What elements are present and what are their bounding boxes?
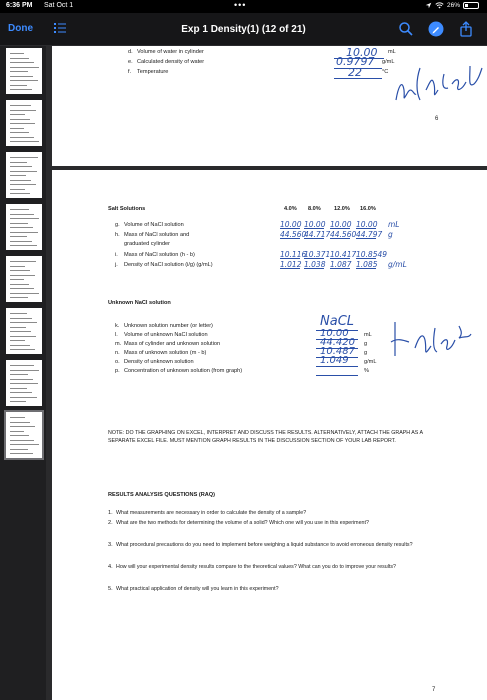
thumbnail-line (10, 440, 34, 441)
thumbnail-line (10, 275, 35, 276)
handwritten-value: 1.038 (304, 260, 326, 269)
thumbnail-line (10, 141, 39, 142)
thumbnail-line (10, 340, 25, 341)
thumbnail-line (10, 214, 34, 215)
page-6 (52, 46, 487, 166)
question-number: 5. (108, 586, 113, 592)
thumbnail-line (10, 449, 28, 450)
page-number: 7 (432, 687, 436, 693)
thumbnail-line (10, 175, 26, 176)
row-letter: f. (128, 69, 132, 75)
row-letter: l. (115, 332, 118, 338)
handwritten-value: 22 (348, 66, 362, 79)
row-unit: °C (382, 69, 389, 75)
row-letter: k. (115, 323, 120, 329)
salt-solutions-heading: Salt Solutions (108, 206, 146, 212)
underline (304, 258, 324, 259)
question-text: What are the two methods for determining the volume of a solid? Which one will you use in this experiment? (116, 520, 369, 526)
thumbnail-line (10, 279, 24, 280)
wifi-icon (435, 2, 444, 9)
thumbnail-line (10, 379, 33, 380)
handwritten-value: 10.00 (304, 220, 326, 229)
page-thumbnail[interactable] (6, 360, 42, 406)
thumbnail-line (10, 189, 25, 190)
underline (316, 375, 358, 376)
thumbnail-line (10, 261, 36, 262)
row-label-cont: graduated cylinder (124, 241, 171, 247)
concentration-header: 8.0% (308, 206, 321, 212)
row-label: Density of NaCl solution (i/g) (g/mL) (124, 262, 213, 268)
underline (356, 238, 376, 239)
handwritten-value: 1.087 (330, 260, 352, 269)
thumbnail-line (10, 236, 27, 237)
underline (316, 366, 358, 367)
search-icon[interactable] (398, 21, 414, 37)
question-number: 2. (108, 520, 113, 526)
thumbnail-line (10, 227, 33, 228)
concentration-header: 12.0% (334, 206, 350, 212)
thumbnail-line (10, 110, 36, 111)
handwritten-value: 44.560 (330, 230, 357, 239)
row-label: Volume of water in cylinder (137, 49, 204, 55)
pdf-toolbar (0, 13, 487, 46)
thumbnail-line (10, 388, 27, 389)
row-letter: g. (115, 222, 120, 228)
document-title: Exp 1 Density(1) (12 of 21) (181, 24, 306, 35)
handwritten-scribble (392, 60, 484, 106)
document-view[interactable] (46, 46, 487, 700)
row-unit: mL (364, 332, 372, 338)
row-label: Volume of unknown NaCl solution (124, 332, 208, 338)
question-number: 3. (108, 542, 113, 548)
handwritten-value: 44.560 (280, 230, 307, 239)
handwritten-unit: g/mL (388, 260, 407, 269)
status-bar (0, 0, 487, 13)
row-unit: g/mL (382, 59, 395, 65)
thumbnail-line (10, 383, 38, 384)
thumbnail-line (10, 209, 29, 210)
row-label: Mass of unknown solution (m - b) (124, 350, 207, 356)
underline (280, 258, 300, 259)
thumbnail-line (10, 453, 33, 454)
page-thumbnail[interactable] (6, 204, 42, 250)
status-right (425, 2, 479, 9)
underline (304, 268, 324, 269)
thumbnail-line (10, 166, 32, 167)
underline (304, 238, 324, 239)
status-time: 6:36 PM (6, 2, 33, 9)
thumbnail-line (10, 245, 37, 246)
thumbnail-line (10, 53, 24, 54)
page-7 (52, 170, 487, 700)
status-date: Sat Oct 1 (44, 2, 74, 9)
page-thumbnail[interactable] (6, 100, 42, 146)
thumbnail-line (10, 58, 29, 59)
question-text: What procedural precautions do you need to implement before weighing a liquid substance to avoid erroneous density results? (116, 542, 413, 548)
handwritten-value: 10.00 (346, 46, 378, 59)
graphing-note: NOTE: DO THE GRAPHING ON EXCEL, INTERPRET AND DISCUSS THE RESULTS. ALTERNATIVELY, ATTACH THE GRAPH AS A SEPARATE EXCEL FILE. MUST MENTION GRAPH RESULTS IN THE DISCUSSION SECTION OF YOUR LAB REPORT. (108, 430, 423, 444)
handwritten-value: 10.417 (330, 250, 357, 259)
question-text: How will your experimental density results compare to the theoretical values? What can you do to improve your results? (116, 564, 396, 570)
thumbnail-line (10, 80, 38, 81)
handwritten-value: 10.8549 (356, 250, 388, 259)
row-unit: % (364, 368, 369, 374)
handwritten-value: 1.085 (356, 260, 378, 269)
handwritten-value: 10.116 (280, 250, 307, 259)
thumbnail-line (10, 193, 30, 194)
thumbnail-line (10, 132, 29, 133)
underline (280, 238, 300, 239)
thumbnail-line (10, 67, 39, 68)
handwritten-unit: g (388, 230, 393, 239)
underline (330, 258, 350, 259)
question-text: What practical application of density will you learn in this experiment? (116, 586, 279, 592)
question-number: 1. (108, 510, 113, 516)
thumbnail-line (10, 123, 35, 124)
thumbnail-line (10, 76, 33, 77)
row-letter: n. (115, 350, 120, 356)
row-label: Volume of NaCl solution (124, 222, 184, 228)
thumbnail-line (10, 370, 39, 371)
handwritten-value: 10.00 (356, 220, 378, 229)
thumbnail-line (10, 128, 24, 129)
thumbnail-line (10, 293, 39, 294)
thumbnail-line (10, 392, 32, 393)
thumbnail-line (10, 223, 28, 224)
thumbnail-line (10, 435, 29, 436)
thumbnail-line (10, 85, 27, 86)
page-thumbnail[interactable] (6, 412, 42, 458)
thumbnail-line (10, 162, 27, 163)
thumbnail-line (10, 180, 31, 181)
thumbnail-line (10, 119, 30, 120)
row-unit: g (364, 341, 368, 347)
thumbnail-sidebar (0, 46, 46, 700)
row-label: Temperature (137, 69, 169, 75)
row-letter: i. (115, 252, 118, 258)
multitasking-dots[interactable]: ••• (234, 0, 247, 10)
raq-heading: RESULTS ANALYSIS QUESTIONS (RAQ) (108, 492, 216, 498)
thumbnail-line (10, 431, 24, 432)
thumbnail-line (10, 297, 28, 298)
row-unit: g (364, 350, 368, 356)
unknown-heading: Unknown NaCl solution (108, 300, 171, 306)
underline (304, 228, 324, 229)
page-thumbnail[interactable] (6, 152, 42, 198)
thumbnail-line (10, 171, 37, 172)
thumbnail-line (10, 137, 34, 138)
thumbnail-line (10, 284, 29, 285)
handwritten-value: 1.049 (320, 355, 349, 366)
thumbnail-line (10, 397, 37, 398)
handwritten-unit: mL (388, 220, 400, 229)
thumbnail-line (10, 232, 38, 233)
concentration-header: 4.0% (284, 206, 297, 212)
thumbnail-line (10, 241, 32, 242)
handwritten-value: 10.371 (304, 250, 331, 259)
row-letter: h. (115, 232, 120, 238)
row-unit: g/mL (364, 359, 377, 365)
thumbnail-line (10, 417, 25, 418)
underline (334, 58, 384, 59)
underline (330, 238, 350, 239)
thumbnail-line (10, 365, 34, 366)
thumbnail-line (10, 218, 39, 219)
thumbnail-line (10, 105, 31, 106)
handwritten-value: 10.00 (320, 328, 349, 339)
concentration-header: 16.0% (360, 206, 376, 212)
thumbnail-line (10, 313, 27, 314)
thumbnail-line (10, 318, 32, 319)
thumbnail-line (10, 71, 28, 72)
question-text: What measurements are necessary in order to calculate the density of a sample? (116, 510, 307, 516)
thumbnail-line (10, 184, 36, 185)
row-label: Mass of cylinder and unknown solution (124, 341, 221, 347)
underline (334, 78, 382, 79)
row-label: Mass of NaCl solution (h - b) (124, 252, 195, 258)
markup-icon[interactable] (428, 21, 444, 37)
thumbnail-line (10, 322, 37, 323)
underline (280, 228, 300, 229)
underline (356, 268, 376, 269)
row-label: Mass of NaCl solution and (124, 232, 190, 238)
handwritten-value: 1.012 (280, 260, 302, 269)
handwritten-value: NaCL (320, 314, 355, 329)
thumbnail-line (10, 270, 30, 271)
row-letter: d. (128, 49, 133, 55)
page-thumbnail[interactable] (6, 48, 42, 94)
thumbnail-line (10, 401, 26, 402)
location-icon (425, 2, 432, 9)
row-label: Concentration of unknown solution (from graph) (124, 368, 243, 374)
handwritten-value: 10.00 (330, 220, 352, 229)
underline (330, 268, 350, 269)
handwritten-value: 44.420 (320, 337, 355, 348)
thumbnail-line (10, 422, 30, 423)
share-icon[interactable] (458, 21, 474, 37)
row-letter: e. (128, 59, 133, 65)
row-letter: j. (115, 262, 118, 268)
done-button[interactable]: Done (8, 23, 33, 34)
thumbnail-line (10, 157, 38, 158)
handwritten-value: 0.9797 (336, 55, 375, 68)
thumbnail-line (10, 288, 34, 289)
handwritten-value: 44.797 (356, 230, 383, 239)
thumbnail-line (10, 345, 30, 346)
handwritten-value: 10.487 (320, 346, 355, 357)
row-label: Unknown solution number (or letter) (124, 323, 213, 329)
battery-percent: 26% (446, 2, 460, 9)
row-label: Calculated density of water (137, 59, 205, 65)
thumbnail-line (10, 62, 34, 63)
row-letter: o. (115, 359, 120, 365)
thumbnail-line (10, 374, 28, 375)
row-letter: m. (115, 341, 122, 347)
page-thumbnail[interactable] (6, 256, 42, 302)
question-number: 4. (108, 564, 113, 570)
underline (280, 268, 300, 269)
row-label: Density of unknown solution (124, 359, 194, 365)
underline (356, 228, 376, 229)
thumbnail-line (10, 426, 35, 427)
handwritten-scribble (387, 318, 477, 364)
underline (334, 68, 382, 69)
battery-icon (463, 2, 479, 9)
thumbnail-line (10, 266, 25, 267)
handwritten-value: 44.717 (304, 230, 331, 239)
page-number: 6 (435, 116, 439, 122)
thumbnail-line (10, 331, 31, 332)
row-unit: mL (388, 49, 396, 55)
thumbnail-line (10, 444, 39, 445)
handwritten-value: 10.00 (280, 220, 302, 229)
thumbnail-line (10, 89, 32, 90)
row-letter: p. (115, 368, 120, 374)
thumbnail-line (10, 327, 26, 328)
thumbnail-line (10, 336, 36, 337)
underline (356, 258, 376, 259)
thumbnail-line (10, 349, 35, 350)
underline (330, 228, 350, 229)
page-thumbnail[interactable] (6, 308, 42, 354)
thumbnail-line (10, 114, 25, 115)
